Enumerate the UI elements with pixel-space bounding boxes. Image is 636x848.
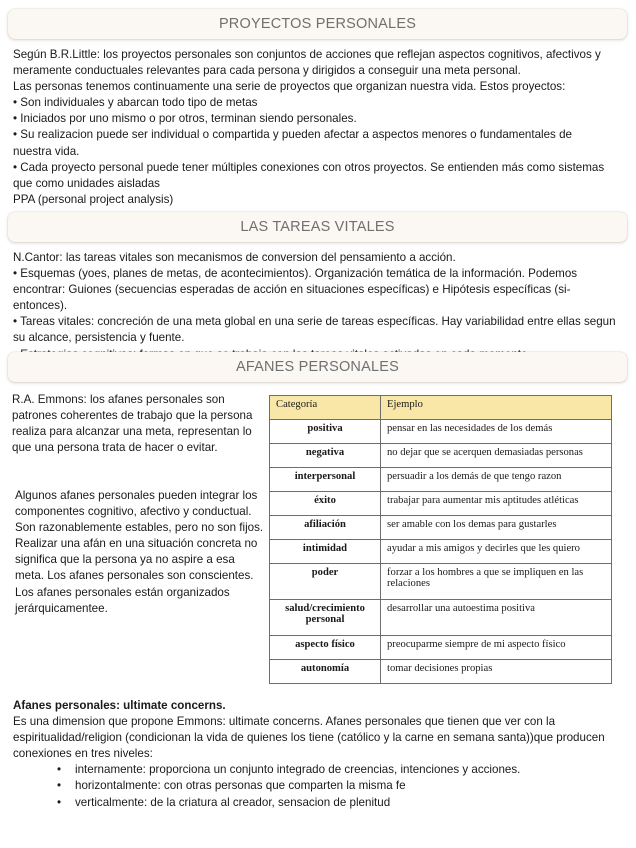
example-cell: trabajar para aumentar mis aptitudes atléticas [381, 492, 612, 516]
example-cell: desarrollar una autoestima positiva [381, 600, 612, 636]
table-row [270, 564, 612, 600]
paragraph: PPA (personal project analysis) [13, 192, 174, 206]
category-cell: positiva [270, 420, 381, 444]
example-cell: persuadir a los demás de que tengo razon [381, 468, 612, 492]
ultimate-concerns [13, 698, 613, 811]
paragraph: Es una dimension que propone Emmons: ultimate concerns. Afanes personales que tienen que ver con la espiritualidad/religion (condicionan la vida de quienes los tiene (católico y la carne en semana santa))que producen conexiones en tres niveles: [13, 715, 605, 761]
table-row [270, 516, 612, 540]
example-cell: ayudar a mis amigos y decirles que les quiero [381, 540, 612, 564]
category-cell: éxito [270, 492, 381, 516]
table-row [270, 444, 612, 468]
category-cell: interpersonal [270, 468, 381, 492]
bullet-glyph: • [57, 763, 62, 777]
category-cell: intimidad [270, 540, 381, 564]
afanes-table [269, 395, 612, 684]
category-cell: poder [270, 564, 381, 600]
table-row [270, 636, 612, 660]
paragraph: N.Cantor: las tareas vitales son mecanismos de conversion del pensamiento a acción. [13, 251, 456, 264]
list-item [13, 762, 613, 778]
example-cell: preocuparme siempre de mi aspecto físico [381, 636, 612, 660]
paragraph: Las personas tenemos continuamente una serie de proyectos que organizan nuestra vida. Estos proyectos: [13, 80, 566, 94]
list-item: • Son individuales y abarcan todo tipo de metas [13, 96, 258, 110]
afanes-details [15, 488, 265, 617]
section-title: AFANES PERSONALES [236, 359, 399, 375]
example-cell: pensar en las necesidades de los demás [381, 420, 612, 444]
table-row [270, 420, 612, 444]
category-cell: autonomía [270, 660, 381, 684]
paragraph: Algunos afanes personales pueden integrar los componentes cognitivo, afectivo y conductual. Son razonablemente estables, pero no son fijos. Realizar una afán en una situación concreta no significa que la persona ya no aspire a esa meta. Los afanes personales son conscientes. Los afanes personales están organizados jerárquicamentee. [15, 489, 264, 615]
list-item-text: horizontalmente: con otras personas que comparten la misma fe [75, 779, 406, 793]
list-item: • Cada proyecto personal puede tener múltiples conexiones con otros proyectos. Se entienden más como sistemas que como unidades aisladas [13, 160, 605, 190]
column-header: Ejemplo [381, 396, 612, 420]
section-header-proyectos [8, 9, 627, 39]
list-item-text: internamente: proporciona un conjunto integrado de creencias, intenciones y acciones. [75, 763, 521, 777]
category-cell: negativa [270, 444, 381, 468]
example-cell: no dejar que se acerquen demasiadas personas [381, 444, 612, 468]
table-row [270, 600, 612, 636]
proyectos-text [13, 47, 613, 208]
afanes-intro [12, 392, 257, 456]
section-header-tareas [8, 212, 627, 242]
category-cell: afiliación [270, 516, 381, 540]
list-item: • Su realizacion puede ser individual o compartida y pueden afectar a aspectos menores o fundamentales de nuestra vida. [13, 128, 572, 158]
table-row [270, 492, 612, 516]
category-cell: aspecto físico [270, 636, 381, 660]
tareas-text [13, 250, 623, 363]
category-cell: salud/crecimiento personal [270, 600, 381, 636]
subheading: Afanes personales: ultimate concerns. [13, 699, 226, 712]
table-row [270, 540, 612, 564]
section-title: PROYECTOS PERSONALES [218, 16, 417, 32]
list-item [13, 795, 613, 811]
list-item: • Esquemas (yoes, planes de metas, de acontecimientos). Organización temática de la información. Podemos encontrar: Guiones (secuencias esperadas de acción en situaciones específicas) e Hipótesis específicas (si-entonces). [13, 267, 578, 313]
example-cell: ser amable con los demas para gustarles [381, 516, 612, 540]
section-title: LAS TAREAS VITALES [240, 219, 395, 235]
list-item-text: verticalmente: de la criatura al creador, sensacion de plenitud [75, 795, 391, 809]
table-row [270, 468, 612, 492]
section-header-afanes [8, 352, 627, 382]
table-header-row [270, 396, 612, 420]
paragraph: Según B.R.Little: los proyectos personales son conjuntos de acciones que reflejan aspectos cognitivos, afectivos y meramente conductuales relevantes para cada persona y dirigidos a conseguir una meta personal. [13, 48, 601, 78]
bullet-glyph: • [57, 779, 62, 793]
example-cell: forzar a los hombres a que se impliquen en las relaciones [381, 564, 612, 600]
paragraph: R.A. Emmons: los afanes personales son patrones coherentes de trabajo que la persona realiza para alcanzar una meta, representan lo que una persona trata de hacer o evitar. [12, 393, 253, 455]
table-row [270, 660, 612, 684]
list-item: • Tareas vitales: concreción de una meta global en una serie de tareas específicas. Hay variabilidad entre ellas segun su alcance, persistencia y fuente. [13, 315, 616, 345]
column-header: Categoría [270, 396, 381, 420]
example-cell: tomar decisiones propias [381, 660, 612, 684]
bullet-glyph: • [57, 795, 62, 809]
list-item: • Iniciados por uno mismo o por otros, terminan siendo personales. [13, 112, 357, 126]
list-item [13, 778, 613, 794]
